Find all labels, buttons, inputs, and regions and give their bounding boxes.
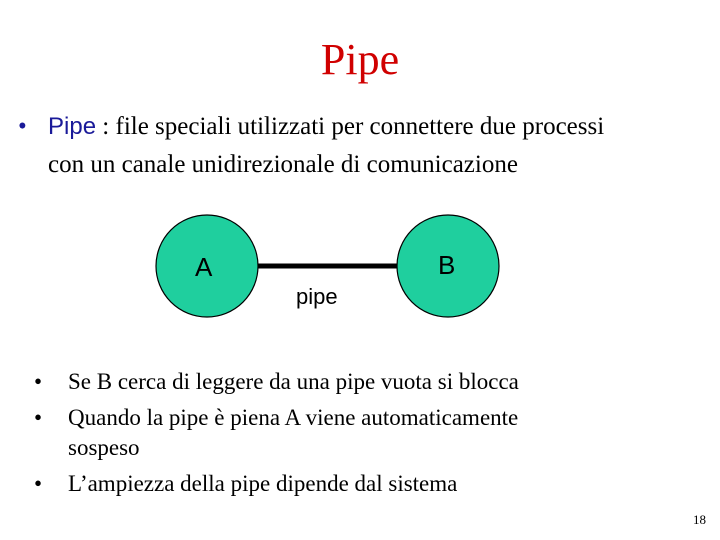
sub-bullet-list	[34, 366, 674, 504]
sub-bullet-text: L’ampiezza della pipe dipende dal sistema	[68, 471, 458, 496]
process-a-label: A	[195, 252, 213, 282]
sub-bullet-item	[34, 366, 674, 397]
sub-bullet-item	[34, 402, 674, 463]
bullet-marker: •	[34, 471, 43, 496]
pipe-diagram	[150, 212, 510, 332]
term-pipe: Pipe	[48, 113, 97, 140]
main-bullet-line1	[48, 110, 604, 143]
page-number: 18	[693, 512, 706, 527]
bullet-marker: •	[34, 405, 43, 430]
sub-bullet-continuation: sospeso	[68, 435, 140, 460]
pipe-label: pipe	[296, 284, 338, 309]
bullet-marker: •	[34, 369, 43, 394]
process-b-label: B	[438, 250, 456, 280]
main-bullet-text: : file speciali utilizzati per connettere due processi	[102, 113, 605, 140]
sub-bullet-text: Quando la pipe è piena A viene automaticamente	[68, 405, 519, 430]
slide-title: Pipe	[320, 35, 400, 84]
sub-bullet-item	[34, 468, 674, 499]
bullet-marker: •	[18, 113, 27, 140]
main-bullet-line2: con un canale unidirezionale di comunicazione	[48, 151, 518, 178]
sub-bullet-text: Se B cerca di leggere da una pipe vuota si blocca	[68, 369, 519, 394]
